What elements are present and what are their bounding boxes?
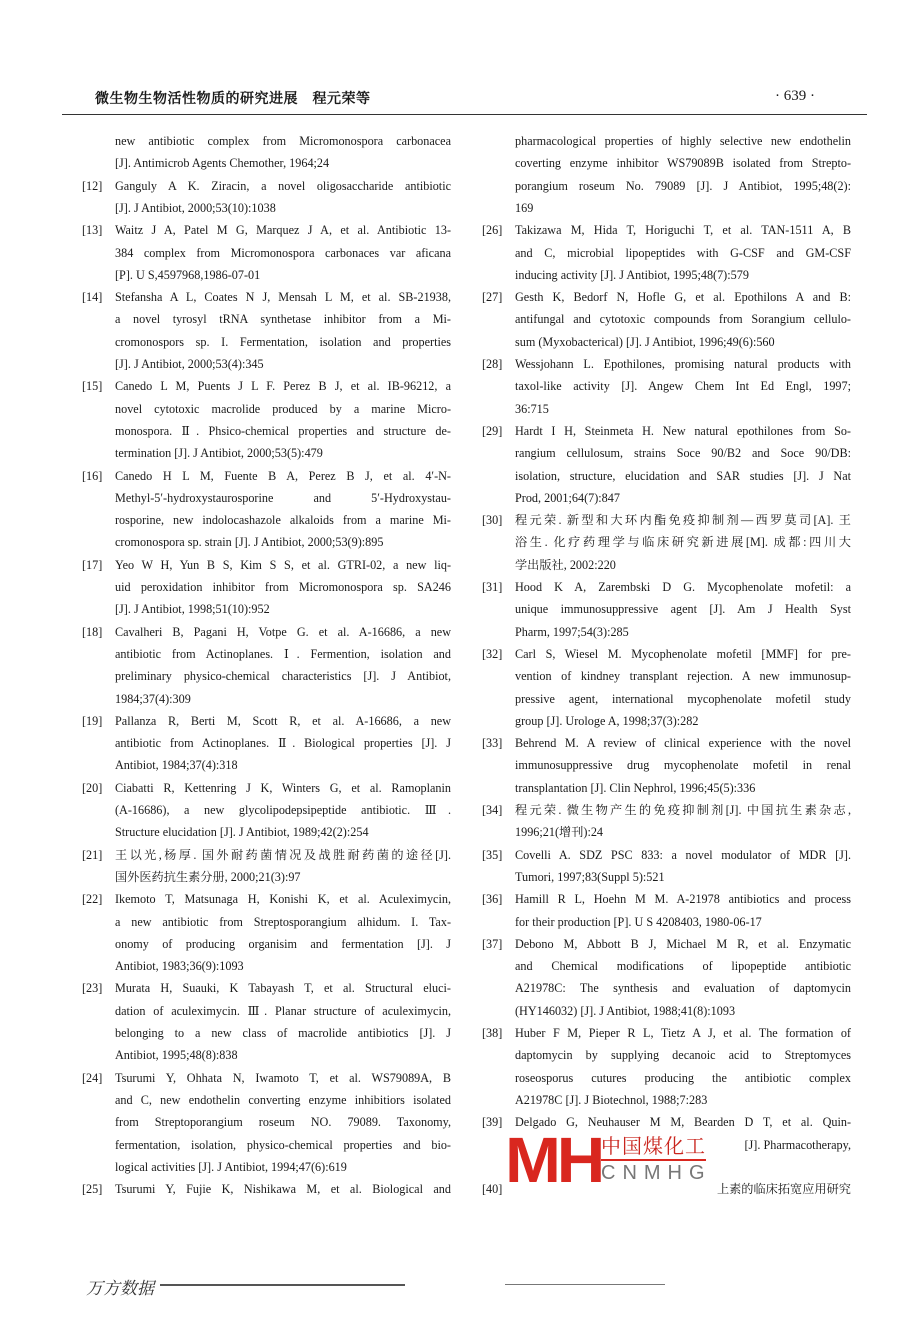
reference-number: [12] [82, 178, 103, 193]
reference-text: and Chemical modifications of lipopeptide antibiotic [515, 959, 851, 974]
reference-text: belonging to a new class of macrolide antibiotics [J]. J [115, 1026, 451, 1040]
reference-text: group [J]. Urologe A, 1998;37(3):282 [515, 713, 699, 728]
reference-number: [31] [482, 580, 503, 594]
reference-text: roseosporus cutures producing the antibiotic complex [515, 1070, 851, 1085]
reference-number: [40] [482, 1182, 503, 1197]
reference-text: cromonospors sp. I. Fermentation, isolation and properties [115, 334, 451, 349]
reference-number: [19] [82, 713, 103, 728]
reference-text: preliminary physico-chemical characteristics [J]. J Antibiot, [115, 669, 451, 684]
reference-number: [27] [482, 290, 503, 305]
reference-number: [20] [82, 780, 103, 795]
reference-text: taxol-like activity [J]. Angew Chem Int Ed Engl, 1997; [515, 379, 851, 394]
reference-number: [34] [482, 803, 503, 817]
reference-number: [17] [82, 557, 103, 572]
reference-text: (A-16686), a new glycolipodepsipeptide antibiotic. Ⅲ. [115, 803, 451, 817]
reference-text: immunosuppressive drug mycophenolate mofetil in renal [515, 758, 851, 773]
reference-number: [32] [482, 646, 503, 661]
reference-number: [22] [82, 892, 103, 907]
footer-source: 万方数据 [86, 1279, 154, 1299]
reference-number: [38] [482, 1026, 503, 1040]
reference-text: Hardt I H, Steinmeta H. New natural epothilones from So- [515, 423, 851, 438]
running-header-title: 微生物生物活性物质的研究进展 程元荣等 [95, 91, 371, 107]
reference-text: rosporine, new indolocashazole alkaloids from a marine Mi- [115, 513, 451, 528]
reference-text: [J]. Pharmacotherapy, [744, 1137, 851, 1152]
reference-text: Stefansha A L, Coates N J, Mensah L M, et al. SB-21938, [115, 290, 451, 305]
reference-text: unique immunosuppressive agent [J]. Am J Health Syst [515, 602, 851, 617]
reference-number: [24] [82, 1070, 103, 1085]
footer-rule [160, 1284, 405, 1286]
reference-number: [21] [82, 847, 103, 862]
reference-text: [P]. U S,4597968,1986-07-01 [115, 267, 261, 282]
header-rule [62, 114, 867, 115]
watermark-mark: MH [505, 1124, 602, 1196]
reference-text: [J]. J Antibiot, 2000;53(4):345 [115, 357, 264, 371]
reference-text: cromonospora sp. strain [J]. J Antibiot, 2000;53(9):895 [115, 535, 384, 550]
reference-text: 浴生. 化疗药理学与临床研究新进展[M]. 成都:四川大 [515, 535, 851, 550]
reference-text: transplantation [J]. Clin Nephrol, 1996;45(5):336 [515, 780, 756, 795]
reference-text: Carl S, Wiesel M. Mycophenolate mofetil [MMF] for pre- [515, 646, 851, 661]
reference-text: antibiotic from Actinoplanes. Ⅰ. Fermention, isolation and [115, 646, 451, 661]
reference-text: onomy of producing organisim and fermentation [J]. J [115, 936, 451, 951]
reference-text: Pharm, 1997;54(3):285 [515, 624, 629, 639]
reference-text: Waitz J A, Patel M G, Marquez J A, et al. Antibiotic 13- [115, 223, 451, 238]
reference-text: 程元荣. 新型和大环内酯免疫抑制剂—西罗莫司[A]. 王 [515, 513, 851, 528]
reference-text: Covelli A. SDZ PSC 833: a novel modulator of MDR [J]. [515, 847, 851, 862]
reference-text: antibiotic from Actinoplanes. Ⅱ. Biological properties [J]. J [115, 736, 451, 751]
reference-text: Ciabatti R, Kettenring J K, Winters G, et al. Ramoplanin [115, 780, 451, 795]
reference-text: Cavalheri B, Pagani H, Votpe G. et al. A-16686, a new [115, 624, 451, 639]
reference-number: [16] [82, 468, 103, 483]
reference-text: Delgado G, Neuhauser M M, Bearden D T, et al. Quin- [515, 1115, 851, 1130]
reference-text: monospora. Ⅱ. Phsico-chemical properties and structure de- [115, 423, 451, 438]
reference-text: and C, microbial lipopeptides with G-CSF and GM-CSF [515, 245, 851, 260]
reference-text: a new antibiotic from Streptosporangium alhidum. I. Tax- [115, 914, 451, 929]
reference-text: A21978C: The synthesis and evaluation of daptomycin [515, 981, 851, 996]
reference-text: Prod, 2001;64(7):847 [515, 490, 620, 505]
reference-text: porangium roseum No. 79089 [J]. J Antibiot, 1995;48(2): [515, 178, 851, 193]
reference-text: Debono M, Abbott B J, Michael M R, et al. Enzymatic [515, 936, 851, 951]
reference-text: [J]. J Antibiot, 2000;53(10):1038 [115, 200, 276, 215]
reference-text: Antibiot, 1995;48(8):838 [115, 1048, 238, 1063]
reference-text: Tsurumi Y, Fujie K, Nishikawa M, et al. Biological and [115, 1182, 451, 1197]
reference-text: [J]. Antimicrob Agents Chemother, 1964;24 [115, 156, 330, 171]
reference-number: [36] [482, 892, 503, 907]
reference-text: Behrend M. A review of clinical experience with the novel [515, 736, 851, 751]
reference-text: fermentation, isolation, physico-chemical properties and bio- [115, 1137, 451, 1152]
reference-text: isolation, structure, elucidation and SAR studies [J]. J Nat [515, 468, 851, 483]
reference-number: [30] [482, 513, 503, 528]
reference-text: pharmacological properties of highly selective new endothelin [515, 134, 851, 148]
reference-number: [25] [82, 1182, 103, 1197]
reference-text: termination [J]. J Antibiot, 2000;53(5):479 [115, 446, 323, 461]
reference-text: uid peroxidation inhibitor from Micromonospora sp. SA246 [115, 580, 451, 594]
reference-text: 学出版社, 2002:220 [515, 557, 616, 572]
reference-number: [18] [82, 624, 103, 639]
watermark-logo [505, 1126, 715, 1196]
reference-text: for their production [P]. U S 4208403, 1980-06-17 [515, 914, 762, 929]
reference-text: new antibiotic complex from Micromonospora carbonacea [115, 134, 451, 148]
reference-text: Hood K A, Zarembski D G. Mycophenolate mofetil: a [515, 580, 851, 594]
reference-text: from Streptoporangium roseum NO. 79089. Taxonomy, [115, 1115, 451, 1130]
reference-text: Pallanza R, Berti M, Scott R, et al. A-16686, a new [115, 713, 451, 728]
reference-text: Canedo H L M, Fuente B A, Perez B J, et al. 4′-N- [115, 468, 451, 483]
reference-text: Murata H, Suauki, K Tabayash T, et al. Structural eluci- [115, 981, 451, 996]
reference-text: Takizawa M, Hida T, Horiguchi T, et al. TAN-1511 A, B [515, 223, 851, 238]
reference-number: [35] [482, 847, 503, 862]
reference-text: Hamill R L, Hoehn M M. A-21978 antibiotics and process [515, 892, 851, 907]
watermark-rule [601, 1159, 706, 1161]
reference-number: [14] [82, 290, 103, 305]
reference-text: Canedo L M, Puents J L F. Perez B J, et al. IB-96212, a [115, 379, 451, 394]
reference-text: Antibiot, 1983;36(9):1093 [115, 959, 244, 974]
reference-text: Wessjohann L. Epothilones, promising natural products with [515, 357, 851, 371]
reference-text: [J]. J Antibiot, 1998;51(10):952 [115, 602, 270, 617]
reference-text: 384 complex from Micromonospora carbonaces var aficana [115, 245, 451, 260]
watermark-cn-text: 中国煤化工 [601, 1134, 706, 1158]
reference-text: Huber F M, Pieper R L, Tietz A J, et al. The formation of [515, 1026, 851, 1040]
reference-text: Structure elucidation [J]. J Antibiot, 1989;42(2):254 [115, 825, 369, 840]
reference-text: Ikemoto T, Matsunaga H, Konishi K, et al. Aculeximycin, [115, 892, 451, 907]
reference-text: A21978C [J]. J Biotechnol, 1988;7:283 [515, 1092, 708, 1107]
reference-text: Tsurumi Y, Ohhata N, Iwamoto T, et al. WS79089A, B [115, 1070, 451, 1085]
reference-text: and C, new endothelin converting enzyme inhibitiors isolated [115, 1092, 451, 1107]
reference-text: Gesth K, Bedorf N, Hofle G, et al. Epothilons A and B: [515, 290, 851, 305]
reference-text: pressive agent, international mycophenolate mofetil study [515, 691, 851, 706]
reference-text: antifungal and cytotoxic compounds from Sorangium cellulo- [515, 312, 851, 327]
reference-number: [37] [482, 936, 503, 951]
reference-text: Methyl-5′-hydroxystaurosporine and 5′-Hydroxystau- [115, 490, 451, 505]
reference-number: [33] [482, 736, 503, 751]
reference-text: logical activities [J]. J Antibiot, 1994;47(6):619 [115, 1159, 347, 1174]
reference-text: rangium cellulosum, strains Soce 90/B2 and Soce 90/DB: [515, 446, 851, 461]
reference-text: Antibiot, 1984;37(4):318 [115, 758, 238, 773]
page-number: · 639 · [775, 88, 815, 104]
reference-text: Tumori, 1997;83(Suppl 5):521 [515, 869, 665, 884]
reference-text: novel cytotoxic macrolide produced by a marine Micro- [115, 401, 451, 416]
reference-number: [23] [82, 981, 103, 996]
reference-number: [13] [82, 223, 103, 238]
reference-number: [39] [482, 1115, 503, 1130]
reference-number: [26] [482, 223, 503, 238]
reference-text: inducing activity [J]. J Antibiot, 1995;48(7):579 [515, 267, 749, 282]
reference-text: Yeo W H, Yun B S, Kim S S, et al. GTRI-02, a new liq- [115, 557, 451, 572]
footer-rule-right [505, 1284, 665, 1285]
reference-text: vention of kindney transplant rejection. A new immunosup- [515, 669, 851, 684]
reference-text: (HY146032) [J]. J Antibiot, 1988;41(8):1093 [515, 1003, 736, 1018]
reference-text: 1996;21(增刊):24 [515, 825, 604, 840]
reference-text: 国外医药抗生素分册, 2000;21(3):97 [115, 869, 301, 884]
reference-text: daptomycin by supplying decanoic acid to Streptomyces [515, 1048, 851, 1063]
reference-number: [29] [482, 423, 503, 438]
watermark-en-text: CNMHG [601, 1162, 712, 1184]
reference-text: Ganguly A K. Ziracin, a novel oligosaccharide antibiotic [115, 178, 451, 193]
reference-text: coverting enzyme inhibitor WS79089B isolated from Strepto- [515, 156, 851, 171]
reference-text: a novel tyrosyl tRNA synthetase inhibitor from a Mi- [115, 312, 451, 327]
reference-text: 程元荣. 微生物产生的免疫抑制剂[J]. 中国抗生素杂志, [515, 803, 851, 817]
reference-text: 1984;37(4):309 [115, 691, 191, 706]
reference-text: 36:715 [515, 401, 549, 416]
reference-text: dation of aculeximycin. Ⅲ. Planar structure of aculeximycin, [115, 1003, 451, 1018]
reference-text: sum (Myxobacterical) [J]. J Antibiot, 1996;49(6):560 [515, 334, 775, 349]
reference-text: 上素的临床拓宽应用研究 [716, 1182, 851, 1197]
reference-text: 169 [515, 200, 534, 215]
reference-text: 王以光,杨厚. 国外耐药菌情况及战胜耐药菌的途径[J]. [115, 847, 451, 862]
reference-number: [28] [482, 357, 503, 371]
reference-number: [15] [82, 379, 103, 394]
